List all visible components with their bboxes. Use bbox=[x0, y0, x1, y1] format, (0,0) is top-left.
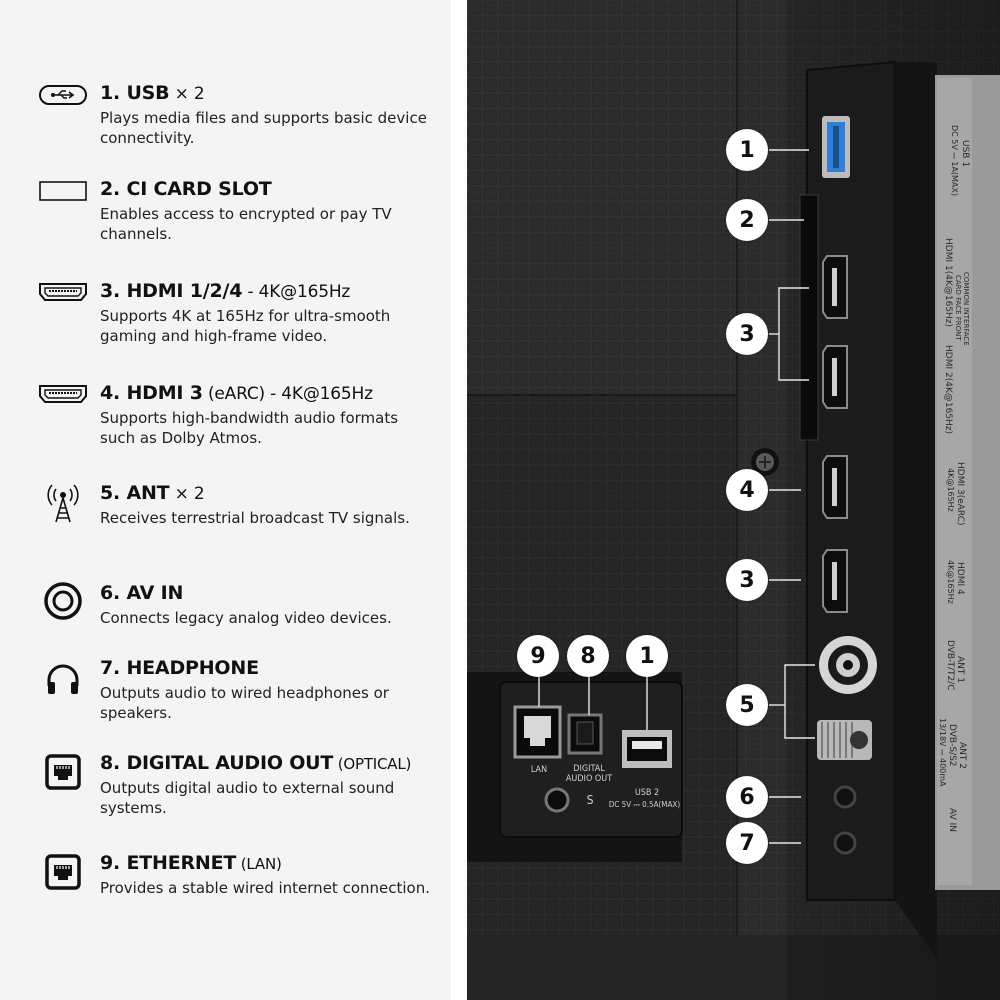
side-label-hdmi4-sub: 4K@165Hz bbox=[946, 560, 955, 604]
legend-title-text: 1. USB bbox=[100, 82, 170, 104]
side-label-ant2: ANT 2 bbox=[957, 742, 967, 769]
legend-title-text: 8. DIGITAL AUDIO OUT bbox=[100, 752, 334, 774]
legend-title-text: 4. HDMI 3 bbox=[100, 382, 203, 404]
side-label-ant2-sub: DVB-S/S2 bbox=[947, 724, 957, 767]
side-label-hdmi2: HDMI 2(4K@165Hz) bbox=[943, 345, 953, 435]
legend-title bbox=[100, 582, 183, 604]
legend-title-suffix: (LAN) bbox=[236, 855, 282, 873]
side-label-hdmi3-sub: 4K@165Hz bbox=[946, 468, 955, 512]
legend-description: Enables access to encrypted or pay TV channels. bbox=[100, 205, 392, 243]
av-in-icon bbox=[38, 580, 88, 622]
legend-title-suffix: × 2 bbox=[169, 84, 205, 104]
port-label-digital-audio-out: DIGITAL AUDIO OUT bbox=[565, 764, 613, 784]
callout-badge-hdmi-124: 3 bbox=[726, 313, 768, 355]
side-label-hdmi3: HDMI 3(eARC) bbox=[955, 462, 965, 526]
legend-title bbox=[100, 752, 411, 774]
legend-title-text: 7. HEADPHONE bbox=[100, 657, 259, 679]
legend-description: Provides a stable wired internet connection. bbox=[100, 879, 430, 897]
card-slot-icon bbox=[38, 180, 88, 202]
legend-title bbox=[100, 178, 272, 200]
legend-title-text: 9. ETHERNET bbox=[100, 852, 237, 874]
legend-description: Outputs audio to wired headphones or speakers. bbox=[100, 684, 389, 722]
legend-description: Plays media files and supports basic device connectivity. bbox=[100, 109, 427, 147]
legend-description: Receives terrestrial broadcast TV signals. bbox=[100, 509, 410, 527]
side-label-hdmi1: HDMI 1(4K@165Hz) bbox=[943, 238, 953, 328]
legend-title-text: 6. AV IN bbox=[100, 582, 184, 604]
callout-badge-hdmi-124: 3 bbox=[726, 559, 768, 601]
legend-title bbox=[100, 482, 205, 504]
antenna-icon bbox=[38, 480, 88, 524]
legend-title-suffix: × 2 bbox=[169, 484, 205, 504]
legend-title bbox=[100, 82, 205, 104]
ethernet-port-icon bbox=[38, 752, 88, 792]
legend-description: Outputs digital audio to external sound systems. bbox=[100, 779, 395, 817]
legend-title-text: 5. ANT bbox=[100, 482, 170, 504]
callout-badge-hdmi-3: 4 bbox=[726, 469, 768, 511]
legend-title bbox=[100, 382, 373, 404]
callout-badge-digital-audio: 8 bbox=[567, 635, 609, 677]
legend-title-text: 2. CI CARD SLOT bbox=[100, 178, 272, 200]
port-label-s: S bbox=[586, 793, 594, 807]
side-label-usb1-power: DC 5V ⎓ 1A(MAX) bbox=[950, 125, 959, 196]
legend-title-suffix: (eARC) - 4K@165Hz bbox=[202, 384, 373, 404]
side-label-hdmi4: HDMI 4 bbox=[955, 562, 965, 595]
side-label-ant1-sub: DVB-T/T2/C bbox=[945, 640, 955, 691]
side-label-ci: COMMON INTERFACE bbox=[962, 272, 970, 346]
side-label-av-in: AV IN bbox=[947, 808, 957, 832]
callout-badge-headphone: 7 bbox=[726, 822, 768, 864]
hdmi-icon bbox=[38, 383, 88, 405]
port-label-lan: LAN bbox=[530, 765, 548, 775]
callout-badge-usb1: 1 bbox=[726, 129, 768, 171]
legend-title bbox=[100, 280, 350, 302]
side-label-ant1: ANT 1 bbox=[955, 656, 965, 683]
usb-icon bbox=[38, 84, 88, 106]
legend-title-suffix: (OPTICAL) bbox=[333, 755, 412, 773]
callout-badge-ethernet: 9 bbox=[517, 635, 559, 677]
legend-title bbox=[100, 852, 282, 874]
legend-description: Connects legacy analog video devices. bbox=[100, 609, 392, 627]
tv-rear-photo bbox=[467, 0, 1000, 1000]
hdmi-icon bbox=[38, 281, 88, 303]
port-label-usb2: USB 2 bbox=[634, 788, 660, 798]
ethernet-port-icon bbox=[38, 852, 88, 892]
callout-badge-ci-slot: 2 bbox=[726, 199, 768, 241]
legend-title-text: 3. HDMI 1/2/4 bbox=[100, 280, 243, 302]
callout-badge-usb2: 1 bbox=[626, 635, 668, 677]
legend-title bbox=[100, 657, 259, 679]
callout-badge-antenna: 5 bbox=[726, 684, 768, 726]
callout-badge-av-in: 6 bbox=[726, 776, 768, 818]
legend-title-suffix: - 4K@165Hz bbox=[242, 282, 351, 302]
port-legend-panel bbox=[0, 0, 451, 1000]
side-label-usb1: USB 1 bbox=[960, 140, 970, 168]
side-label-ci-sub: CARD FACE FRONT bbox=[954, 275, 962, 341]
side-label-ant2-power: 13/18V ⎓ 400mA bbox=[938, 718, 947, 787]
legend-description: Supports high-bandwidth audio formats such as Dolby Atmos. bbox=[100, 409, 399, 447]
headphone-icon bbox=[38, 661, 88, 697]
legend-description: Supports 4K at 165Hz for ultra-smooth gaming and high-frame video. bbox=[100, 307, 391, 345]
port-label-usb2-power: DC 5V ⎓ 0.5A(MAX) bbox=[608, 800, 681, 809]
